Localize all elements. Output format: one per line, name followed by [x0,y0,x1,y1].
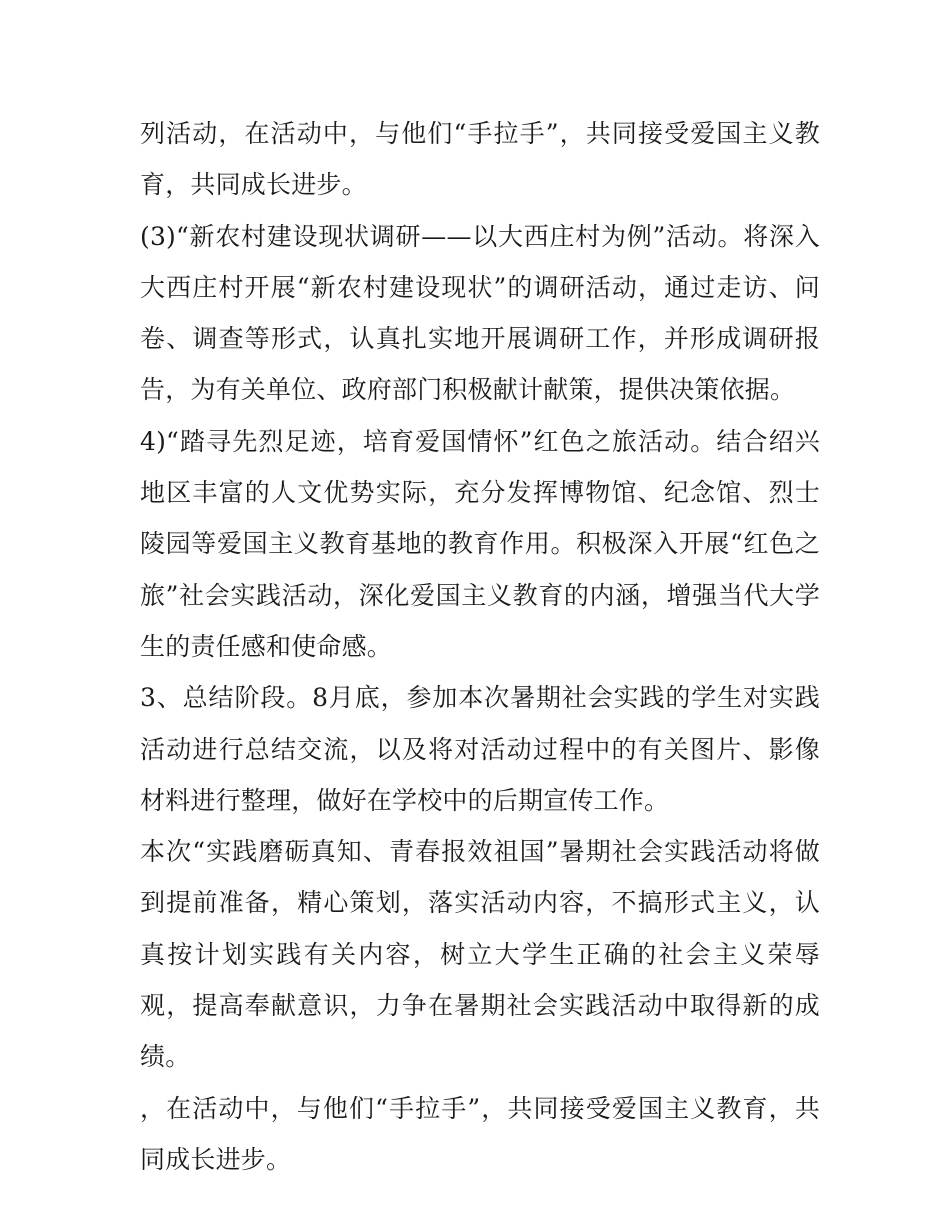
paragraph-fragment: ，在活动中，与他们“手拉手”，共同接受爱国主义教育，共同成长进步。 [140,1093,820,1174]
paragraph-village-survey: (3)“新农村建设现状调研——以大西庄村为例”活动。将深入大西庄村开展“新农村建设现状”的调研活动，通过走访、问卷、调查等形式，认真扎实地开展调研工作，并形成调研报告，为有关单位、政府部门积极献计献策，提供决策依据。 [140,221,820,405]
paragraph-red-tour: 4)“踏寻先烈足迹，培育爱国情怀”红色之旅活动。结合绍兴地区丰富的人文优势实际，充分发挥博物馆、纪念馆、烈士陵园等爱国主义教育基地的教育作用。积极深入开展“红色之旅”社会实践活动，深化爱国主义教育的内涵，增强当代大学生的责任感和使命感。 [140,426,820,661]
paragraph-activity-continuation: 列活动，在活动中，与他们“手拉手”，共同接受爱国主义教育，共同成长进步。 [140,119,820,200]
paragraph-conclusion: 本次“实践磨砺真知、青春报效祖国”暑期社会实践活动将做到提前准备，精心策划，落实活动内容，不搞形式主义，认真按计划实践有关内容，树立大学生正确的社会主义荣辱观，提高奉献意识，力争在暑期社会实践活动中取得新的成绩。 [140,837,820,1072]
paragraph-summary-stage: 3、总结阶段。8月底，参加本次暑期社会实践的学生对实践活动进行总结交流，以及将对活动过程中的有关图片、影像材料进行整理，做好在学校中的后期宣传工作。 [140,683,820,815]
document-body [140,108,820,1185]
